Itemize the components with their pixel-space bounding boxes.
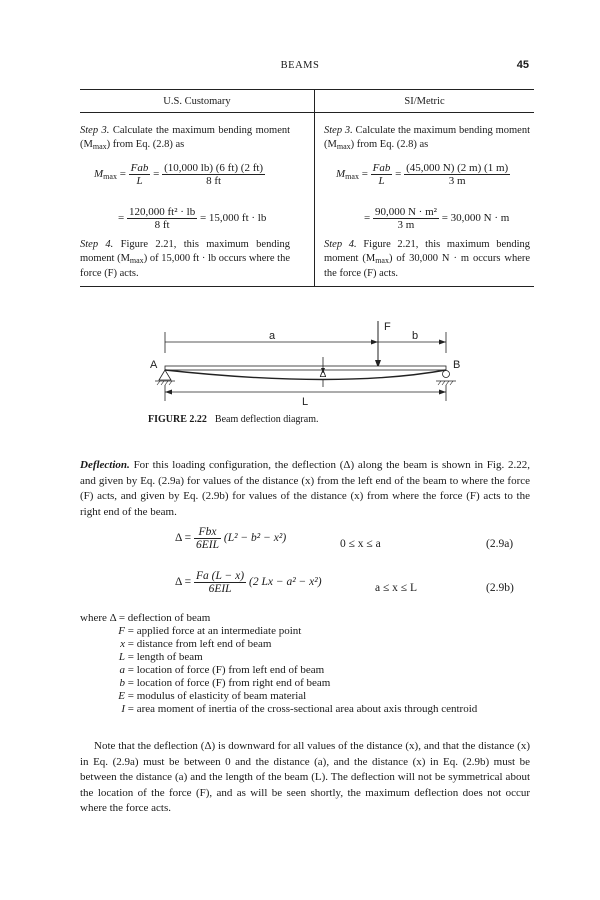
figure-caption-text: Beam deflection diagram. [214,414,319,425]
beam-deflection-diagram [140,315,470,410]
equation-2-9b [175,570,322,595]
si-result: = 30,000 N · m [441,212,510,225]
table-column-divider [314,90,315,286]
us-step3-end: ) from Eq. (2.8) as [106,138,185,150]
label-A: A [150,359,158,371]
deflected-beam-curve [165,370,446,380]
right-roller-support [443,371,450,378]
us-step3 [80,124,290,153]
label-L: L [301,396,309,408]
eq-b-range: a ≤ x ≤ L [375,582,418,594]
si-step4-label: Step 4. [324,239,357,250]
si-step3-text: Calculate the maximum bending moment (M [324,125,531,150]
dim-b-arrowhead [439,340,446,345]
dim-a-arrowhead [371,340,378,345]
table-header-rule [80,112,534,113]
page-number: 45 [516,59,529,71]
left-pin-support [159,370,171,380]
us-step4-sub: max [129,255,144,265]
deflection-text: For this loading configuration, the deflection (Δ) along the beam is shown in Fig. 2.22, and given by Eq. (2.9a) for values of the distance (x) from the left end of the beam to where the force (F) acts, and given by Eq. (2.9b) for values of the distance (x) from where the force (F) acts to the right end of the beam. [80,459,531,518]
note-paragraph: Note that the deflection (Δ) is downward for all values of the distance (x), and that the distance (x) in Eq. (2.9a) must be between 0 and the distance (a), and the distance (x) in Eq. (2.9b) must be between the distance (a) and the length of the beam (L). The deflection will not be symmetrical about the location of the force (F), and as will be seen shortly, the maximum deflection does not occur where the force acts. [80,740,530,814]
eq-a-tail: (L² − b² − x²) [223,532,287,545]
si-step3-sub: max [336,141,351,151]
where-label: where [80,612,107,624]
definition-item: F = applied force at an intermediate point [118,625,302,637]
us-result: = 15,000 ft · lb [199,212,267,225]
right-ground-hatch [438,381,453,385]
us-step4 [80,238,290,281]
dim-L-left-arrowhead [165,390,172,395]
dim-L-right-arrowhead [439,390,446,395]
running-header-title: BEAMS [280,60,320,71]
us-step4-text: Figure 2.21, this maximum bending moment (M [80,239,290,264]
definition-item: E = modulus of elasticity of beam material [118,690,307,702]
definition-item: b = location of force (F) from right end of beam [119,677,331,689]
si-step4-sub: max [375,255,389,265]
us-value-fraction: $\frac{(10,000 lb) (6 ft) (2 ft)}{8 ft}$ [164,162,264,187]
label-F: F [384,321,391,333]
definition-item: x = distance from left end of beam [120,638,272,650]
definition-item: a = location of force (F) from left end of beam [119,664,325,676]
us-step3-text: Calculate the maximum bending moment (M [80,125,291,150]
beam-body [165,366,446,370]
us-mmax-sub: max [103,172,117,182]
si-step4-end: ) of 30,000 N · m occurs where the force (F) acts. [324,252,531,279]
us-mmax-symbol: M [94,168,104,181]
deflection-heading: Deflection. [80,459,130,471]
si-mmax-sub: max [345,172,359,182]
equation-2-9a [175,526,286,551]
us-step4-label: Step 4. [80,239,114,250]
eq-b-fraction: $\frac{Fa (L - x)}{\text{6EIL}}$ [196,570,245,595]
si-step3-label: Step 3. [324,125,353,136]
eq-a-fraction: $\frac{\text{Fbx}}{\text{6EIL}}$ [196,526,219,551]
definitions-list [80,612,477,716]
us-equation-1: $M_{max}$ = $\frac{\text{Fab}}{L}$ = $\frac{(10,000 lb) (6 ft) (2 ft)}{8 ft}$ [94,162,264,187]
si-equation-2: = $\frac{\text{90,000 N · m²}}{3 m}$ = 30,000 N · m [364,206,510,231]
eq-b-label: (2.9b) [486,582,514,594]
si-result-fraction: $\frac{\text{90,000 N · m²}}{3 m}$ [374,206,437,231]
si-step3-end: ) from Eq. (2.8) as [350,138,429,150]
figure-caption-number: FIGURE 2.22 [148,414,207,425]
eq-a-delta: Δ = [175,532,192,545]
definition-item: I = area moment of inertia of the cross-sectional area about axis through centroid [121,703,478,715]
eq-b-delta: Δ = [175,576,192,589]
us-step3-label: Step 3. [80,125,110,136]
si-step4 [324,238,530,281]
us-step3-sub: max [92,141,107,151]
label-a: a [268,330,276,342]
us-fab-fraction: $\frac{\text{Fab}}{L}$ [130,162,149,187]
us-step4-end: ) of 15,000 ft · lb occurs where the force (F) acts. [80,252,291,279]
units-table [80,89,534,287]
definition-item: L = length of beam [118,651,203,663]
deflection-paragraph [80,458,530,520]
eq-b-tail: (2 Lx − a² − x²) [249,576,322,589]
si-step4-text: Figure 2.21, this maximum bending moment (M [324,239,531,264]
si-equation-1: $M_{max}$ = $\frac{\text{Fab}}{L}$ = $\frac{(45,000 N) (2 m) (1 m)}{3 m}$ [336,162,509,187]
label-delta: Δ [319,369,327,380]
column-header-si: SI/Metric [404,96,445,107]
si-mmax-symbol: M [336,168,346,181]
si-fab-fraction: $\frac{\text{Fab}}{L}$ [372,162,391,187]
us-result-fraction: $\frac{\text{120,000 ft² · lb}}{8 ft}$ [128,206,196,231]
eq-a-range: 0 ≤ x ≤ a [340,538,381,550]
si-value-fraction: $\frac{(45,000 N) (2 m) (1 m)}{3 m}$ [406,162,509,187]
us-equation-2: = $\frac{\text{120,000 ft² · lb}}{8 ft}$ = 15,000 ft · lb [118,206,267,231]
column-header-us: U.S. Customary [163,96,231,107]
figure-caption [148,414,318,425]
definition-item: where Δ = deflection of beam [80,612,211,624]
eq-a-label: (2.9a) [486,538,514,550]
si-step3 [324,124,530,153]
left-ground-hatch [157,381,172,385]
label-b: b [411,330,419,342]
label-B: B [453,359,461,371]
